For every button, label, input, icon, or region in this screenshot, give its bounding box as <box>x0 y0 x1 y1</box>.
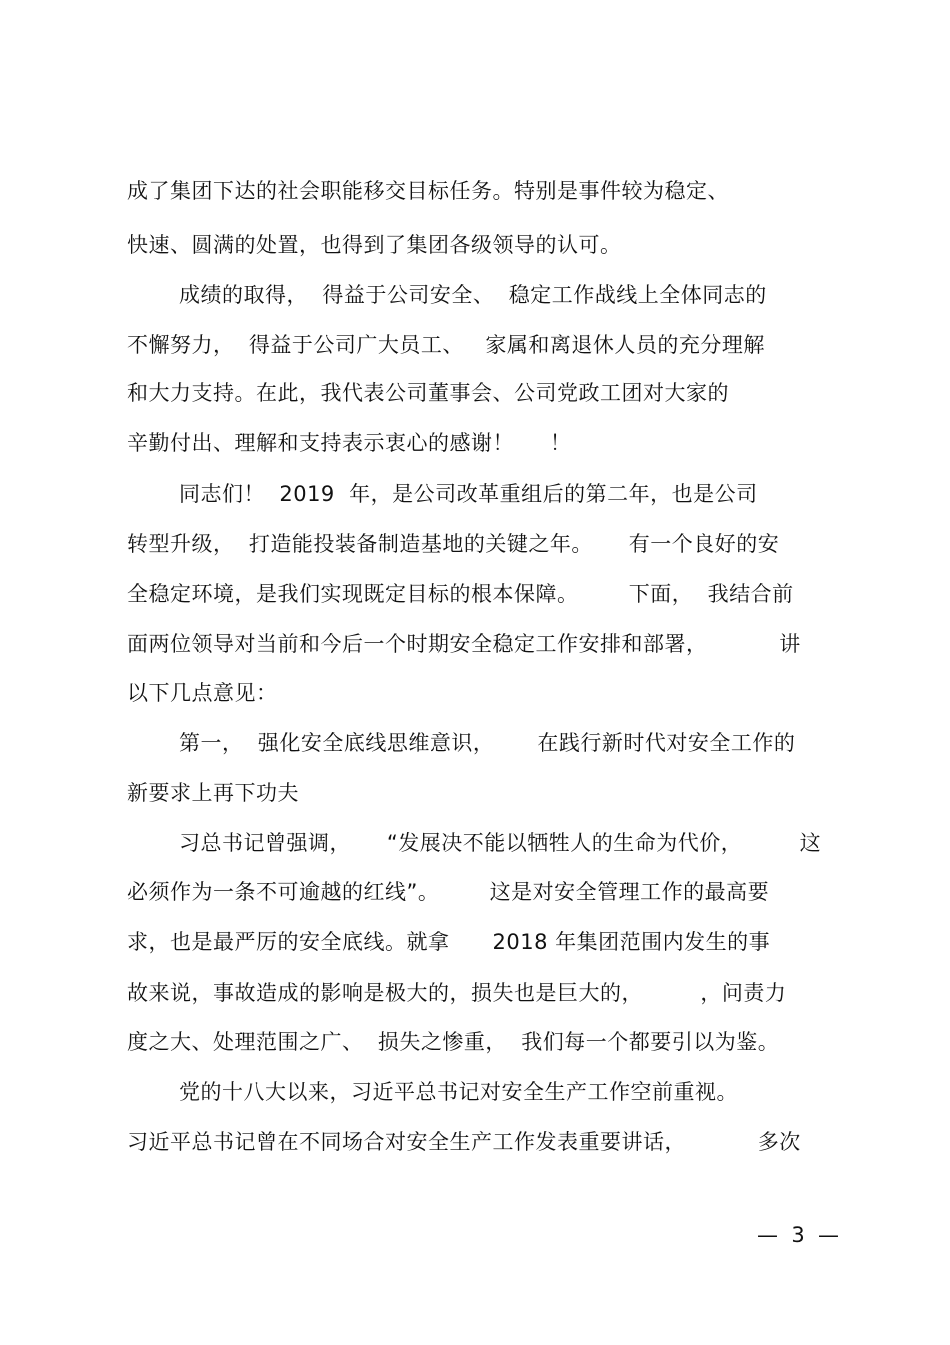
text-line: 成了集团下达的社会职能移交目标任务。特别是事件较为稳定、 <box>127 179 729 203</box>
text-line: 党的十八大以来，习近平总书记对安全生产工作空前重视。 <box>179 1080 738 1104</box>
text-line: 不懈努力， 得益于公司广大员工、 家属和离退休人员的充分理解 <box>127 333 765 357</box>
text-line: 必须作为一条不可逾越的红线”。 这是对安全管理工作的最高要 <box>127 880 770 904</box>
text-line: 辛勤付出、理解和支持表示衷心的感谢！ ！ <box>127 431 572 455</box>
text-line: 习总书记曾强调， “发展决不能以牺牲人的生命为代价， 这 <box>179 831 822 855</box>
text-line: 成绩的取得， 得益于公司安全、 稳定工作战线上全体同志的 <box>179 283 767 307</box>
text-line: 故来说，事故造成的影响是极大的，损失也是巨大的， ，问责力 <box>127 981 787 1005</box>
text-line: 第一， 强化安全底线思维意识， 在践行新时代对安全工作的 <box>179 731 796 755</box>
text-line: 同志们！ 2019 年，是公司改革重组后的第二年，也是公司 <box>179 482 758 506</box>
text-line: 以下几点意见： <box>127 681 278 705</box>
text-line: 新要求上再下功夫 <box>127 781 299 805</box>
text-line: 快速、圆满的处置，也得到了集团各级领导的认可。 <box>127 233 622 257</box>
text-line: 全稳定环境，是我们实现既定目标的根本保障。 下面， 我结合前 <box>127 582 794 606</box>
text-line: 和大力支持。在此，我代表公司董事会、公司党政工团对大家的 <box>127 381 729 405</box>
page-number: — 3 — <box>757 1223 840 1247</box>
text-line: 度之大、处理范围之广、 损失之惨重， 我们每一个都要引以为鉴。 <box>127 1030 780 1054</box>
text-line: 求，也是最严厉的安全底线。就拿 2018 年集团范围内发生的事 <box>127 930 771 954</box>
text-line: 转型升级， 打造能投装备制造基地的关键之年。 有一个良好的安 <box>127 532 780 556</box>
text-line: 面两位领导对当前和今后一个时期安全稳定工作安排和部署， 讲 <box>127 632 801 656</box>
text-line: 习近平总书记曾在不同场合对安全生产工作发表重要讲话， 多次 <box>127 1130 801 1154</box>
